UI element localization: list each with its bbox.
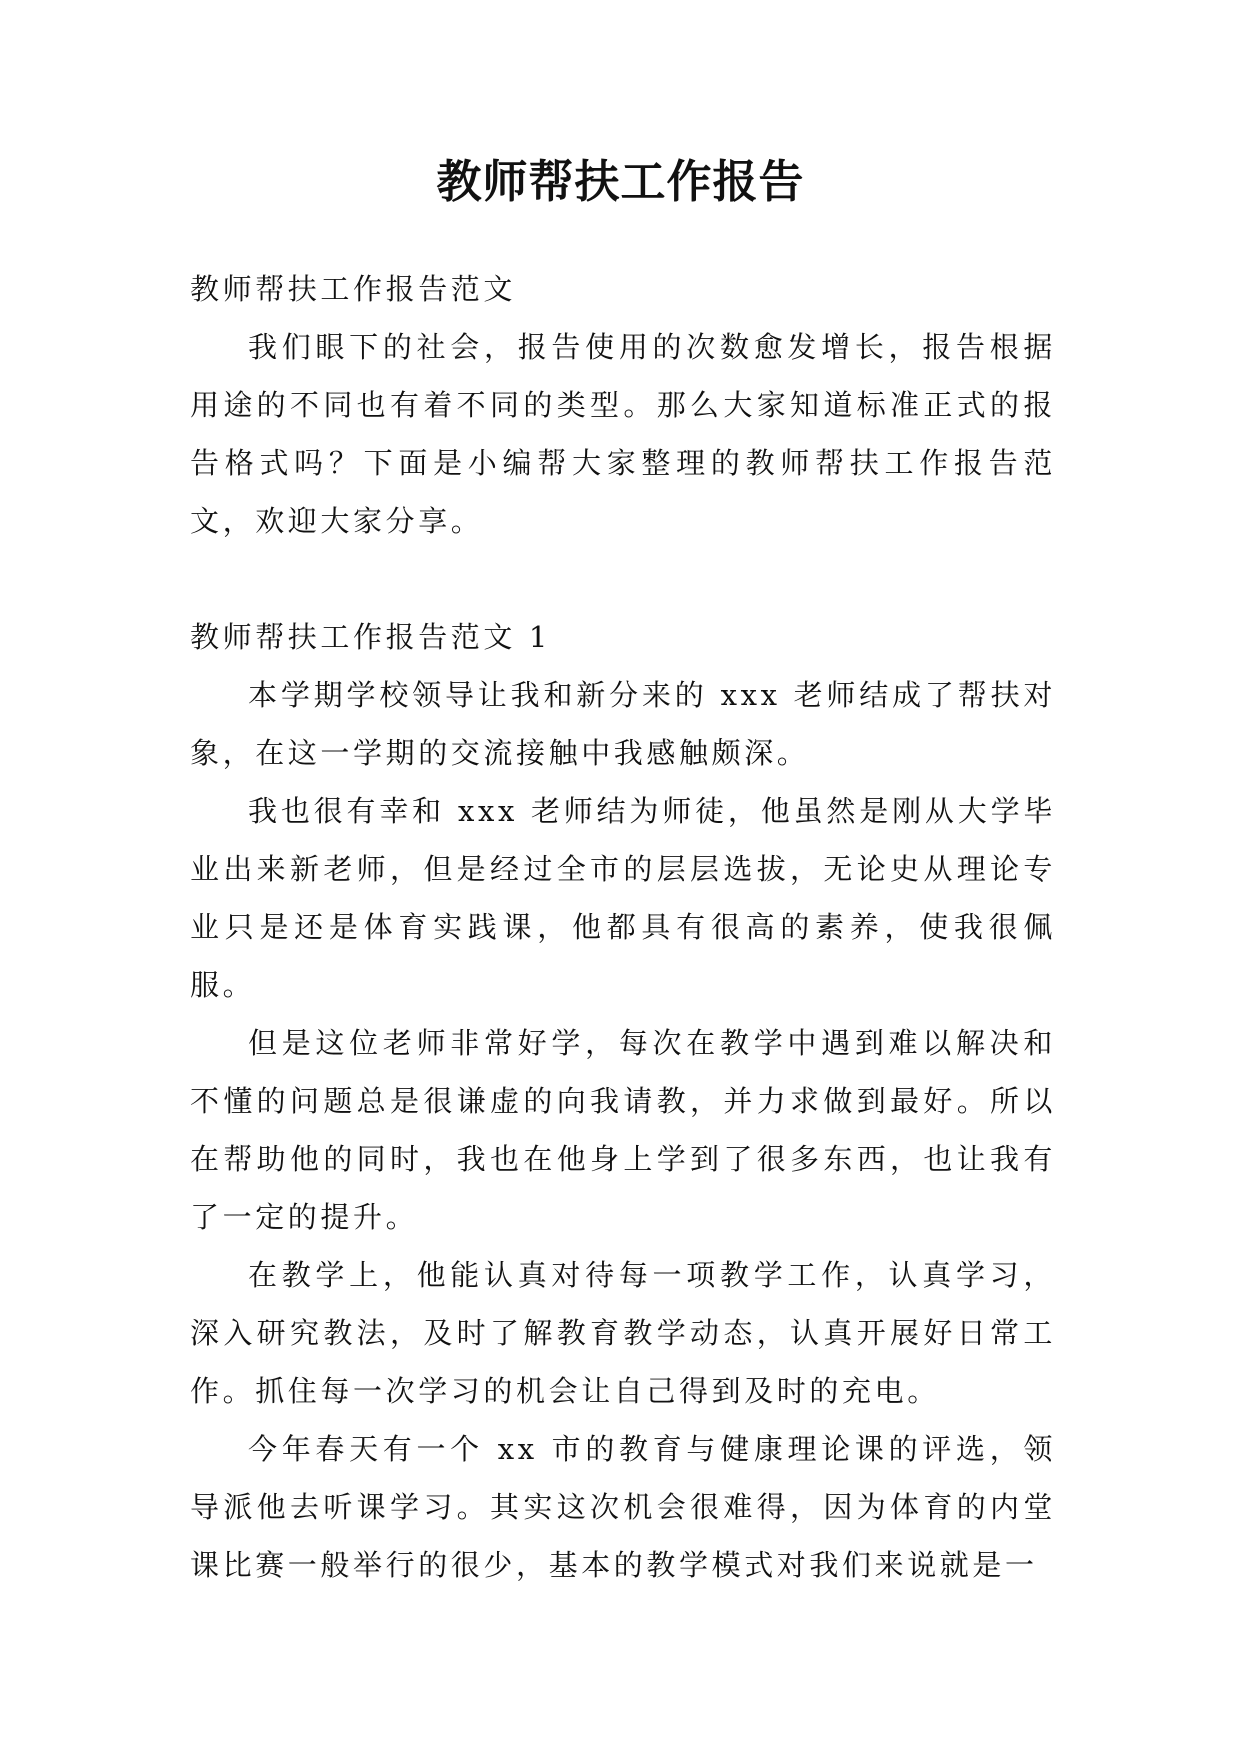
body-paragraph-4: 在教学上，他能认真对待每一项教学工作，认真学习，深入研究教法，及时了解教育教学动态，认真开展好日常工作。抓住每一次学习的机会让自己得到及时的充电。 xyxy=(190,1258,1056,1408)
document-subtitle: 教师帮扶工作报告范文 xyxy=(190,272,517,306)
section-heading: 教师帮扶工作报告范文 1 xyxy=(190,620,551,654)
body-paragraph-3: 但是这位老师非常好学，每次在教学中遇到难以解决和不懂的问题总是很谦虚的向我请教，并力求做到最好。所以在帮助他的同时，我也在他身上学到了很多东西，也让我有了一定的提升。 xyxy=(190,1026,1056,1234)
document-title: 教师帮扶工作报告 xyxy=(436,155,805,208)
document-body xyxy=(190,260,1056,1594)
body-paragraph-5: 今年春天有一个 xx 市的教育与健康理论课的评选，领导派他去听课学习。其实这次机会很难得，因为体育的内堂课比赛一般举行的很少，基本的教学模式对我们来说就是一 xyxy=(190,1432,1056,1582)
section-spacer xyxy=(190,550,1056,608)
body-paragraph-2: 我也很有幸和 xxx 老师结为师徒，他虽然是刚从大学毕业出来新老师，但是经过全市的层层选拔，无论史从理论专业只是还是体育实践课，他都具有很高的素养，使我很佩服。 xyxy=(190,794,1056,1002)
intro-paragraph: 我们眼下的社会，报告使用的次数愈发增长，报告根据用途的不同也有着不同的类型。那么大家知道标准正式的报告格式吗？下面是小编帮大家整理的教师帮扶工作报告范文，欢迎大家分享。 xyxy=(190,330,1056,538)
body-paragraph-1: 本学期学校领导让我和新分来的 xxx 老师结成了帮扶对象，在这一学期的交流接触中我感触颇深。 xyxy=(190,678,1056,770)
